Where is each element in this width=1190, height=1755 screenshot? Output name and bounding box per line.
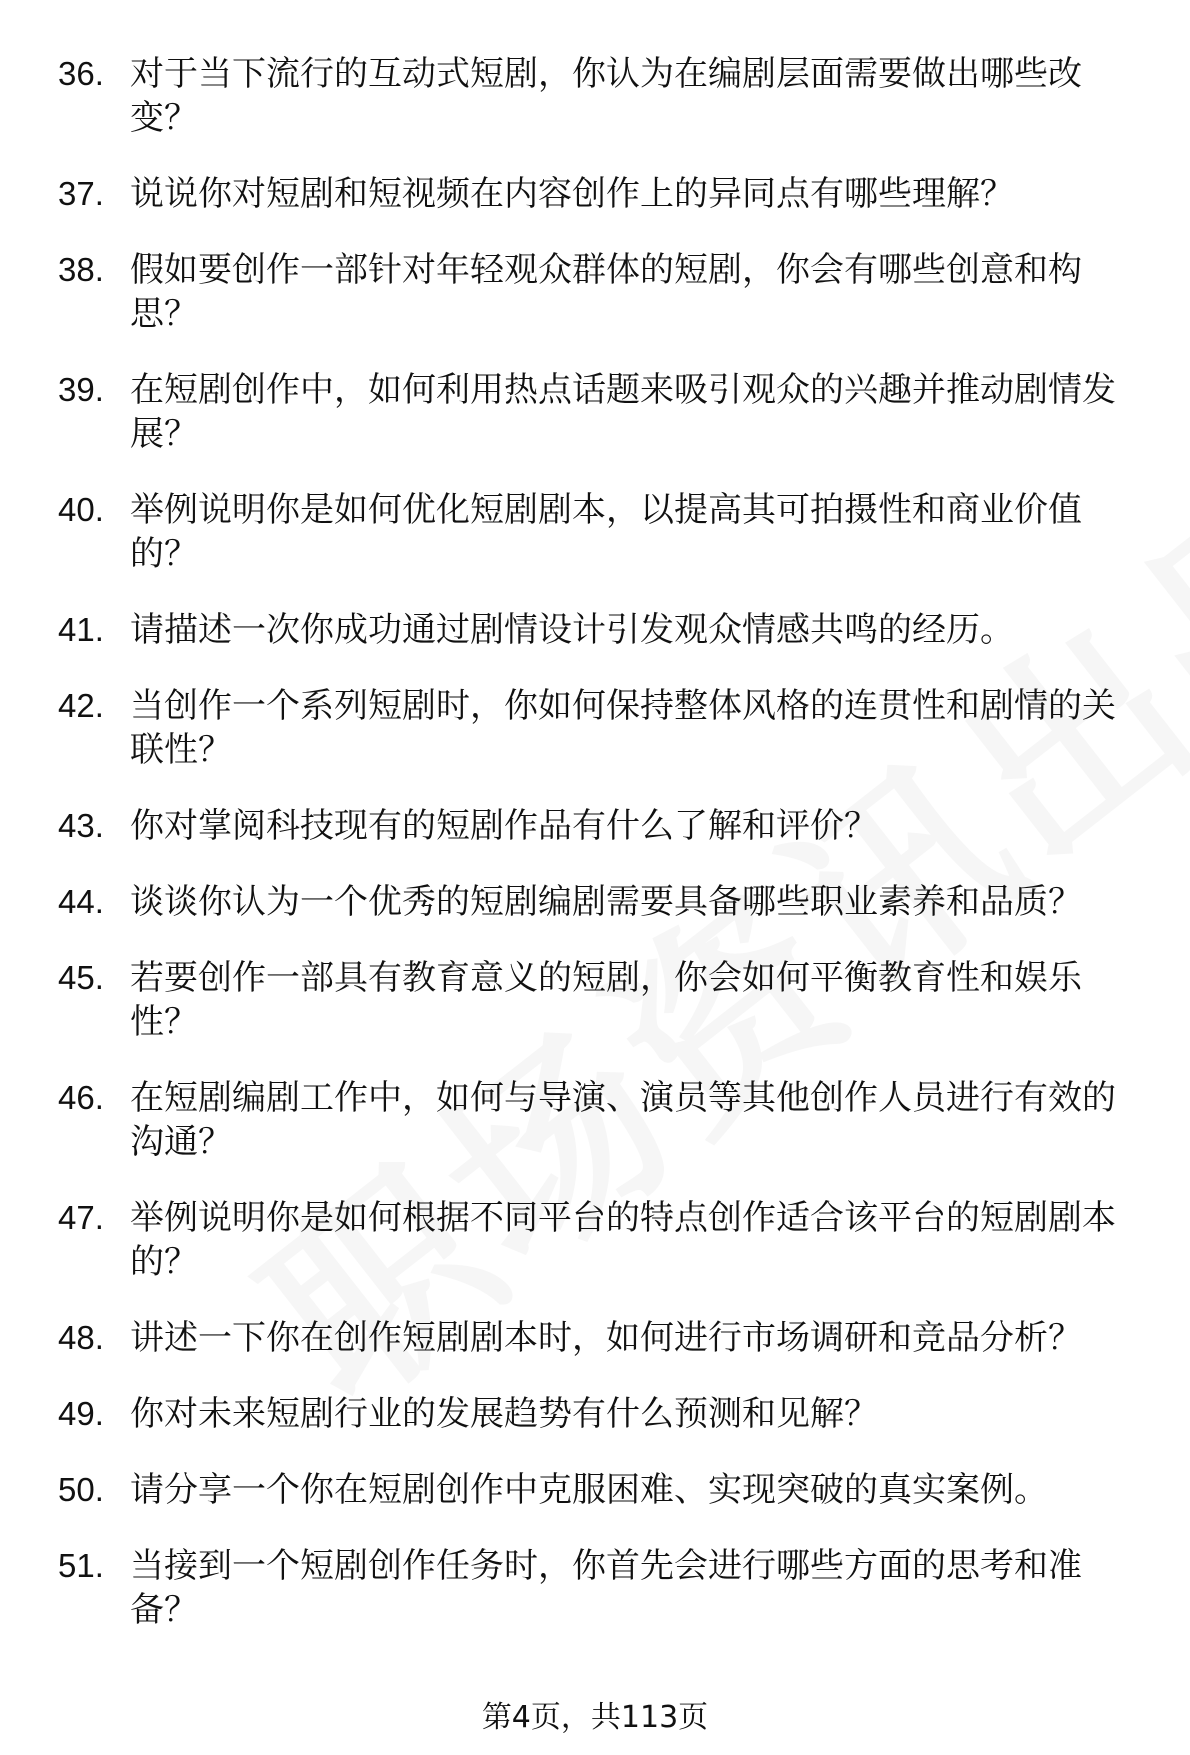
question-text: 说说你对短剧和短视频在内容创作上的异同点有哪些理解？ <box>130 174 1014 214</box>
question-text: 若要创作一部具有教育意义的短剧，你会如何平衡教育性和娱乐性？ <box>130 958 1082 1042</box>
question-number: 47. <box>58 1199 104 1236</box>
question-number: 44. <box>58 883 104 920</box>
question-item <box>58 488 1148 576</box>
question-text: 当创作一个系列短剧时，你如何保持整体风格的连贯性和剧情的关联性？ <box>130 686 1116 770</box>
question-number: 38. <box>58 251 104 288</box>
question-number: 41. <box>58 611 104 648</box>
question-item <box>58 1196 1148 1284</box>
question-item <box>58 1544 1148 1632</box>
question-text: 当接到一个短剧创作任务时，你首先会进行哪些方面的思考和准备？ <box>130 1546 1082 1630</box>
question-item <box>58 1076 1148 1164</box>
question-item <box>58 1468 1148 1512</box>
question-item <box>58 684 1148 772</box>
question-text: 你对未来短剧行业的发展趋势有什么预测和见解？ <box>130 1394 878 1434</box>
question-item <box>58 1316 1148 1360</box>
question-number: 40. <box>58 491 104 528</box>
question-number: 36. <box>58 55 104 92</box>
question-number: 43. <box>58 807 104 844</box>
question-text: 讲述一下你在创作短剧剧本时，如何进行市场调研和竞品分析？ <box>130 1318 1082 1358</box>
question-number: 37. <box>58 175 104 212</box>
question-number: 50. <box>58 1471 104 1508</box>
question-text: 在短剧创作中，如何利用热点话题来吸引观众的兴趣并推动剧情发展？ <box>130 370 1116 454</box>
question-item <box>58 52 1148 140</box>
question-number: 46. <box>58 1079 104 1116</box>
question-item <box>58 956 1148 1044</box>
question-item <box>58 248 1148 336</box>
question-number: 45. <box>58 959 104 996</box>
question-text: 你对掌阅科技现有的短剧作品有什么了解和评价？ <box>130 806 878 846</box>
question-number: 51. <box>58 1547 104 1584</box>
question-text: 对于当下流行的互动式短剧，你认为在编剧层面需要做出哪些改变？ <box>130 54 1082 138</box>
question-item <box>58 880 1148 924</box>
question-item <box>58 608 1148 652</box>
question-number: 49. <box>58 1395 104 1432</box>
question-text: 请描述一次你成功通过剧情设计引发观众情感共鸣的经历。 <box>130 610 1014 650</box>
question-item <box>58 804 1148 848</box>
question-text: 在短剧编剧工作中，如何与导演、演员等其他创作人员进行有效的沟通？ <box>130 1078 1116 1162</box>
question-text: 假如要创作一部针对年轻观众群体的短剧，你会有哪些创意和构思？ <box>130 250 1082 334</box>
question-number: 42. <box>58 687 104 724</box>
question-text: 举例说明你是如何优化短剧剧本，以提高其可拍摄性和商业价值的？ <box>130 490 1082 574</box>
question-number: 48. <box>58 1319 104 1356</box>
question-text: 请分享一个你在短剧创作中克服困难、实现突破的真实案例。 <box>130 1470 1048 1510</box>
question-text: 谈谈你认为一个优秀的短剧编剧需要具备哪些职业素养和品质？ <box>130 882 1082 922</box>
question-item <box>58 172 1148 216</box>
question-number: 39. <box>58 371 104 408</box>
question-item <box>58 1392 1148 1436</box>
page-number: 第4页，共113页 <box>481 1700 709 1735</box>
question-item <box>58 368 1148 456</box>
question-text: 举例说明你是如何根据不同平台的特点创作适合该平台的短剧剧本的？ <box>130 1198 1116 1282</box>
question-list <box>58 52 1148 1664</box>
